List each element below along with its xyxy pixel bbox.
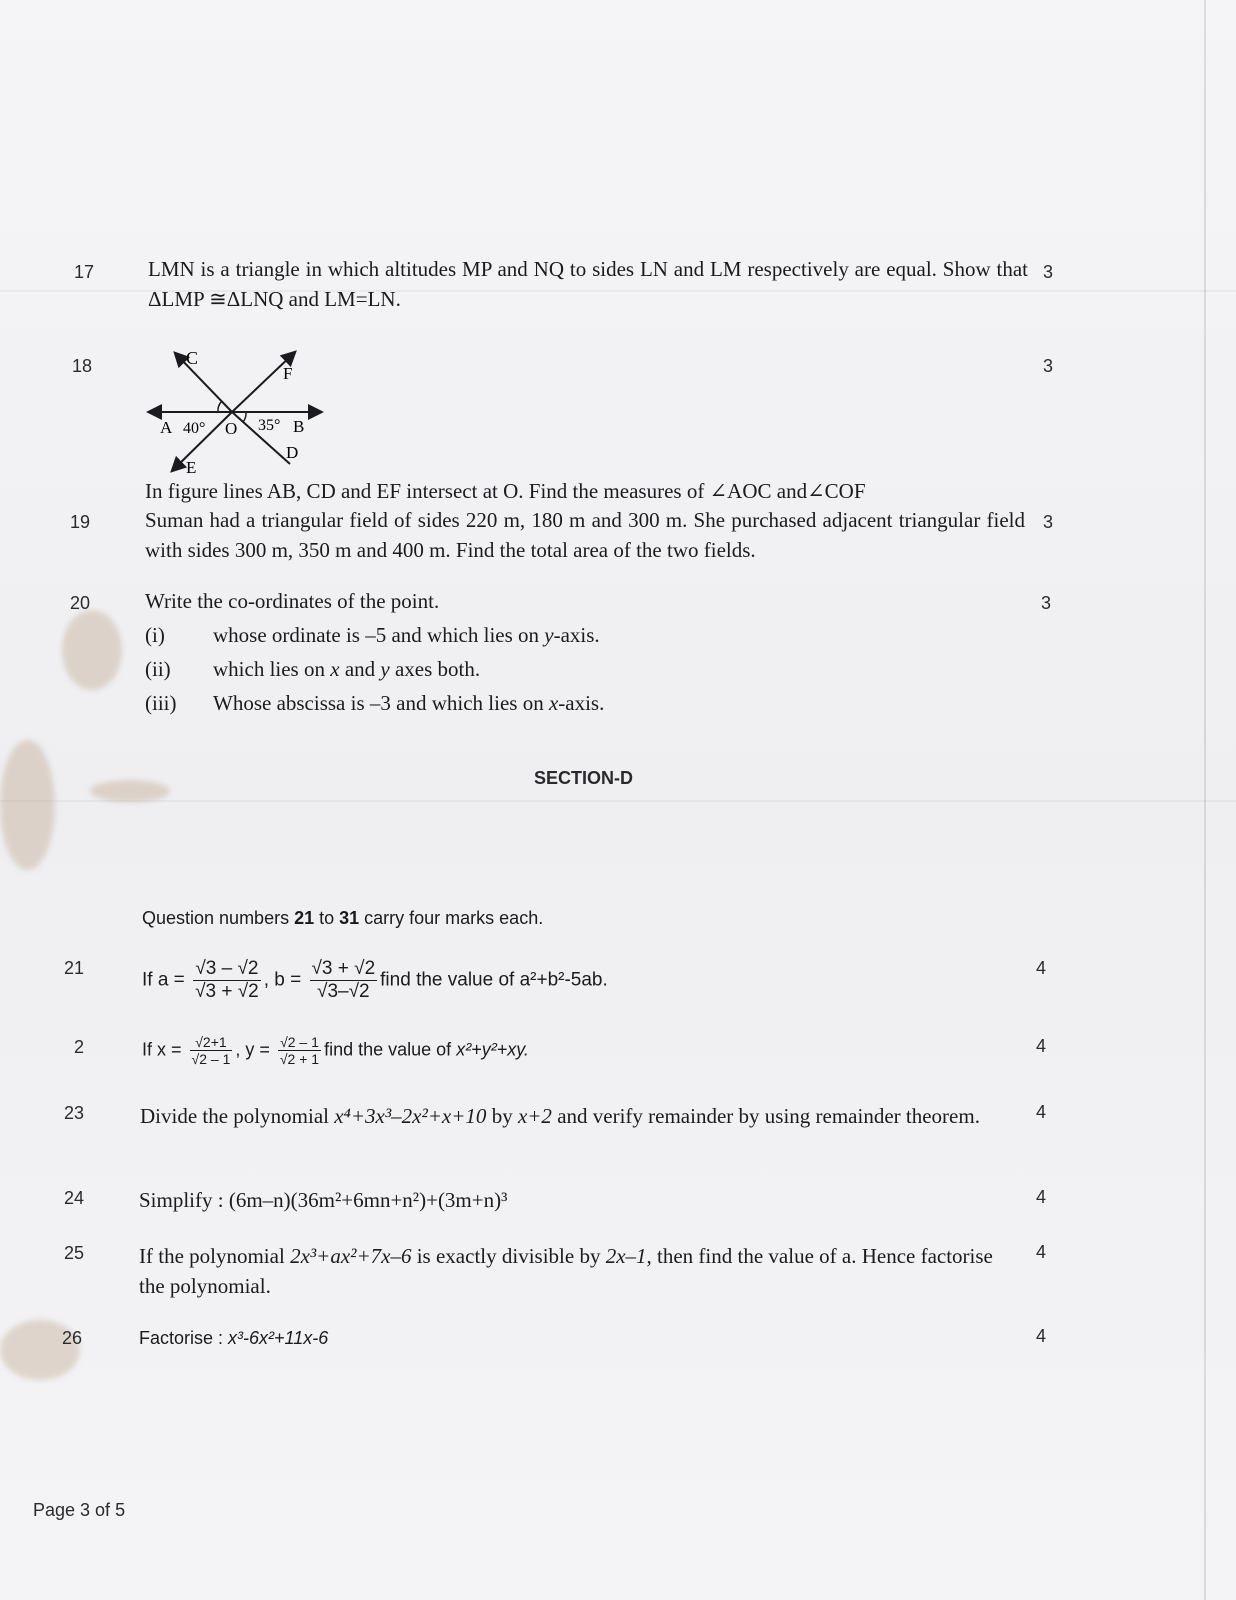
- question-number: 21: [64, 958, 85, 978]
- question-number: 18: [72, 356, 93, 376]
- question-number: 20: [70, 593, 91, 613]
- intersecting-lines-figure: [140, 345, 330, 480]
- question-number: 25: [64, 1243, 85, 1263]
- label-angle-35: 35°: [258, 417, 281, 434]
- marks: 3: [1041, 593, 1052, 613]
- question-text: Write the co-ordinates of the point.: [145, 589, 440, 613]
- part-text: Whose abscissa is –3 and which lies on x-axis.: [213, 691, 605, 715]
- stain-mark: [62, 610, 122, 690]
- question-number: 26: [62, 1328, 83, 1348]
- marks: 3: [1043, 356, 1054, 376]
- section-instructions: Question numbers 21 to 31 carry four marks each.: [142, 908, 544, 928]
- marks: 4: [1036, 1187, 1047, 1207]
- question-text: Suman had a triangular field of sides 220 m, 180 m and 300 m. She purchased adjacent triangular field with sides 300 m, 350 m and 400 m. Find the total area of the two fields.: [145, 508, 1025, 562]
- marks: 4: [1036, 1242, 1047, 1262]
- part-text: whose ordinate is –5 and which lies on y-axis.: [213, 623, 600, 647]
- question-text: If x = $\frac{√2+1}{√2 - 1}$ , y = $\frac{√2 - 1}{√2 + 1}$ find the value of x²+y²+xy.: [142, 1034, 529, 1068]
- part-label: (i): [145, 623, 165, 647]
- question-number: 2: [74, 1037, 85, 1057]
- angle-arc-left: [218, 402, 221, 412]
- label-c: C: [186, 348, 199, 368]
- question-text: Simplify : (6m–n)(36m²+6mn+n²)+(3m+n)³: [139, 1188, 508, 1212]
- stain-mark: [90, 780, 170, 802]
- question-text: In figure lines AB, CD and EF intersect at O. Find the measures of ∠AOC and∠COF: [145, 479, 866, 503]
- label-angle-40: 40°: [183, 420, 206, 437]
- marks: 3: [1043, 262, 1054, 282]
- part-label: (iii): [145, 691, 177, 715]
- ray-oc: [176, 354, 232, 412]
- label-o: O: [225, 419, 238, 438]
- angle-arc-right: [243, 412, 246, 422]
- section-title: SECTION-D: [534, 768, 633, 788]
- question-text: Factorise : x³-6x²+11x-6: [139, 1328, 329, 1348]
- question-text: If a = $\frac{√3 - √2}{√3 + √2}$ , b = $\frac{√3 + √2}{√3-√2}$ find the value of a²+b²-5ab.: [142, 958, 608, 1002]
- marks: 3: [1043, 512, 1054, 532]
- fold-line: [0, 800, 1236, 802]
- marks: 4: [1036, 1102, 1047, 1122]
- part-label: (ii): [145, 657, 171, 681]
- stain-mark: [0, 740, 55, 870]
- marks: 4: [1036, 1036, 1047, 1056]
- marks: 4: [1036, 958, 1047, 978]
- page-footer: Page 3 of 5: [33, 1500, 126, 1520]
- question-number: 19: [70, 512, 91, 532]
- part-text: which lies on x and y axes both.: [213, 657, 481, 681]
- label-b: B: [293, 417, 305, 436]
- label-f: F: [283, 364, 293, 383]
- label-a: A: [160, 418, 173, 437]
- question-number: 17: [74, 262, 95, 282]
- question-text: Divide the polynomial x⁴+3x³–2x²+x+10 by x+2 and verify remainder by using remainder theorem.: [140, 1104, 980, 1128]
- question-number: 23: [64, 1103, 85, 1123]
- label-e: E: [186, 458, 197, 477]
- marks: 4: [1036, 1326, 1047, 1346]
- question-text: If the polynomial 2x³+ax²+7x–6 is exactly divisible by 2x–1, then find the value of a. Hence factorise the polynomial.: [139, 1244, 993, 1298]
- question-number: 24: [64, 1188, 85, 1208]
- label-d: D: [286, 443, 299, 462]
- paper-edge: [1204, 0, 1206, 1600]
- question-text: LMN is a triangle in which altitudes MP and NQ to sides LN and LM respectively are equal. Show that ΔLMP ≅ΔLNQ and LM=LN.: [148, 257, 1028, 311]
